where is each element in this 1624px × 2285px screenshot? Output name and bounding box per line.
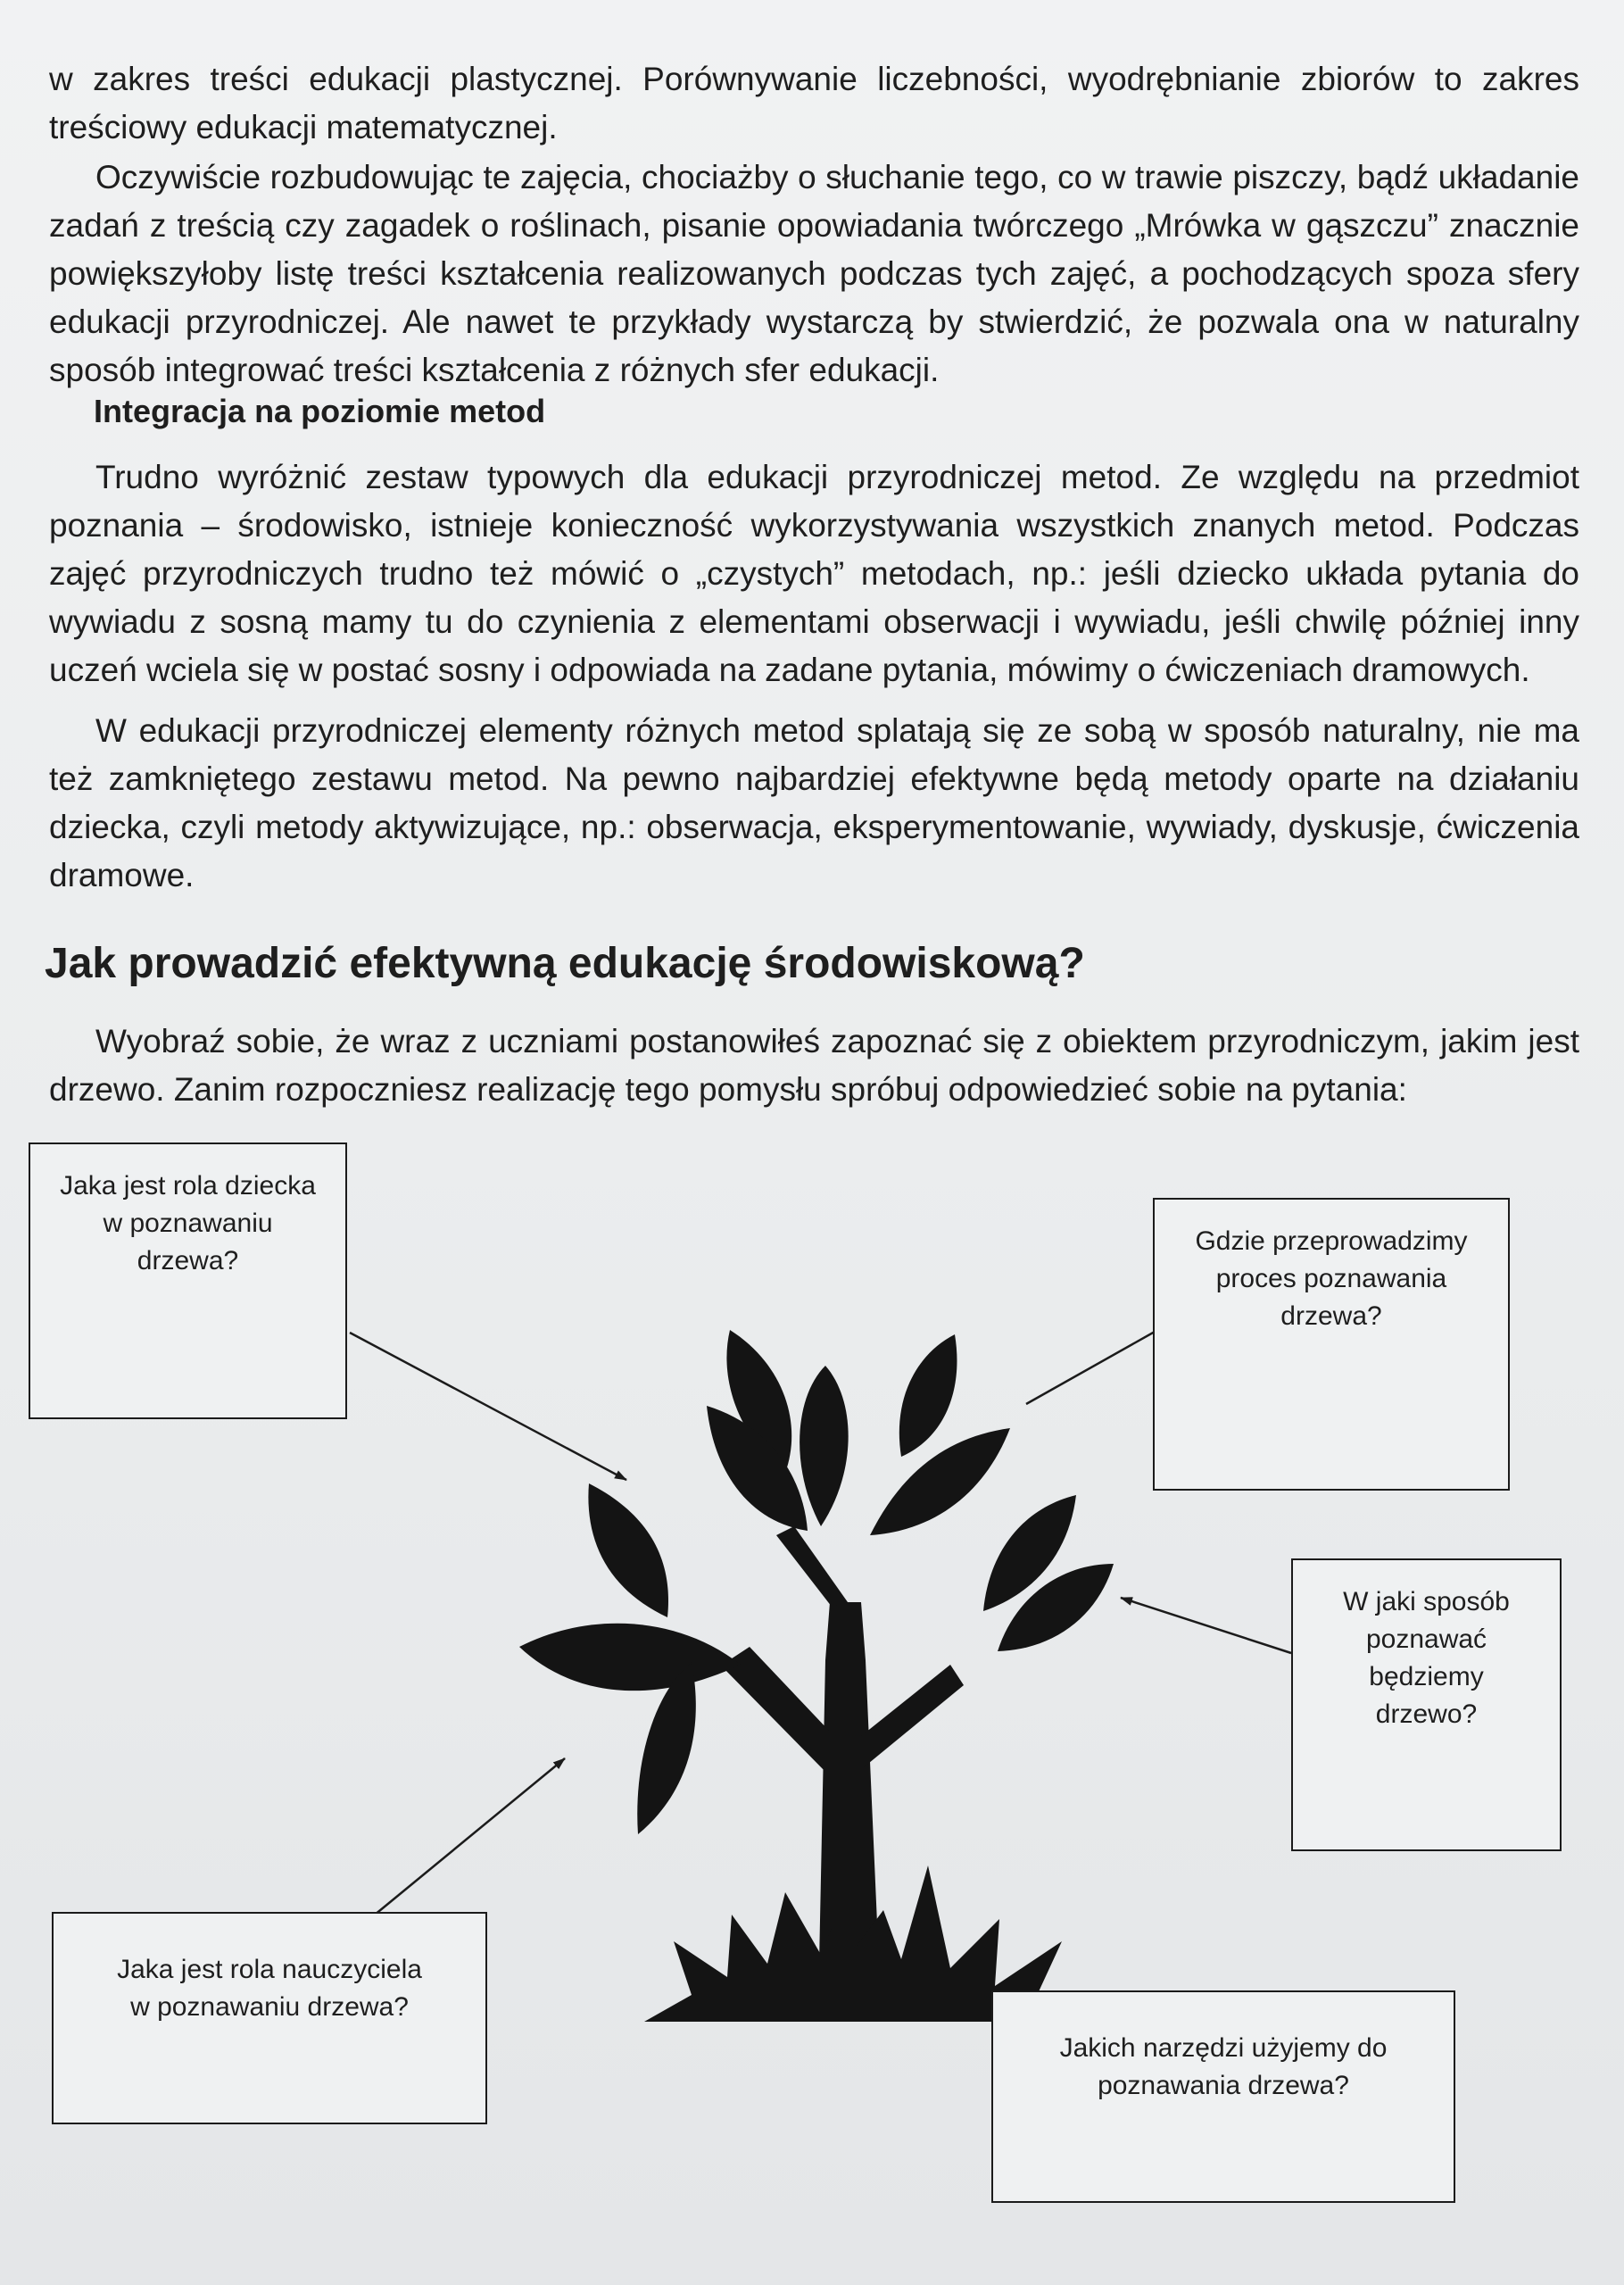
question-box-how	[1291, 1558, 1562, 1851]
paragraph-continuation	[49, 55, 1579, 152]
tree-icon	[519, 1330, 1114, 2022]
paragraph-text: Trudno wyróżnić zestaw typowych dla edukacji przyrodniczej metod. Ze względu na przedmiot poznania – środowisko, istnieje konieczność wykorzystywania wszystkich znanych metod. Podczas zajęć przyrodniczych trudno też mówić o „czystych” metodach, np.: jeśli dziecko układa pytania do wywiadu z sosną mamy tu do czynienia z elementami obserwacji i wywiadu, jeśli chwilę później inny uczeń wciela się w postać sosny i odpowiada na zadane pytania, mówimy o ćwiczeniach dramowych.	[49, 459, 1579, 688]
question-line: Jaka jest rola nauczyciela	[117, 1955, 422, 1984]
question-box-child-role	[29, 1142, 347, 1419]
paragraph-trudno	[49, 453, 1579, 694]
question-line: W jaki sposób	[1343, 1587, 1510, 1616]
question-line: w poznawaniu drzewa?	[130, 1992, 409, 2022]
paragraph-wyobraz	[49, 1018, 1579, 1114]
question-line: drzewa?	[1280, 1301, 1382, 1331]
paragraph-text: Oczywiście rozbudowując te zajęcia, chociażby o słuchanie tego, co w trawie piszczy, bądź układanie zadań z treścią czy zagadek o roślinach, pisanie opowiadania twórczego „Mrówka w gąszczu” znacznie powiększyłoby listę treści kształcenia realizowanych podczas tych zajęć, a pochodzących spoza sfery edukacji przyrodniczej. Ale nawet te przykłady wystarczą by stwierdzić, że pozwala ona w naturalny sposób integrować treści kształcenia z różnych sfer edukacji.	[49, 159, 1579, 388]
question-line: drzewa?	[137, 1246, 239, 1275]
question-line: proces poznawania	[1215, 1264, 1447, 1293]
question-line: poznawać	[1365, 1624, 1487, 1654]
question-line: będziemy	[1369, 1662, 1484, 1691]
paragraph-oczywiscie	[49, 154, 1579, 395]
question-box-where	[1153, 1198, 1510, 1491]
paragraph-text: w zakres treści edukacji plastycznej. Porównywanie liczebności, wyodrębnianie zbiorów to zakres treściowy edukacji matematycznej.	[49, 61, 1579, 145]
paragraph-text: Wyobraź sobie, że wraz z uczniami postanowiłeś zapoznać się z obiektem przyrodniczym, jakim jest drzewo. Zanim rozpoczniesz realizację tego pomysłu spróbuj odpowiedzieć sobie na pytania:	[49, 1023, 1579, 1108]
question-line: Jaka jest rola dziecka	[60, 1171, 316, 1201]
question-box-teacher-role	[52, 1912, 487, 2124]
tree-question-diagram	[0, 1107, 1624, 2285]
paragraph-text: W edukacji przyrodniczej elementy różnych metod splatają się ze sobą w sposób naturalny, nie ma też zamkniętego zestawu metod. Na pewno najbardziej efektywne będą metody oparte na działaniu dziecka, czyli metody aktywizujące, np.: obserwacja, eksperymentowanie, wywiady, dyskusje, ćwiczenia dramowe.	[49, 712, 1579, 893]
question-line: drzewo?	[1375, 1699, 1478, 1729]
paragraph-w-edukacji	[49, 707, 1579, 900]
section-heading-integracja: Integracja na poziomie metod	[94, 393, 546, 429]
main-heading: Jak prowadzić efektywną edukację środowiskową?	[45, 940, 1085, 987]
question-box-tools	[991, 1990, 1455, 2203]
question-line: w poznawaniu	[103, 1209, 273, 1238]
question-line: Jakich narzędzi użyjemy do	[1059, 2033, 1388, 2063]
question-line: poznawania drzewa?	[1098, 2071, 1349, 2100]
question-line: Gdzie przeprowadzimy	[1195, 1226, 1468, 1256]
